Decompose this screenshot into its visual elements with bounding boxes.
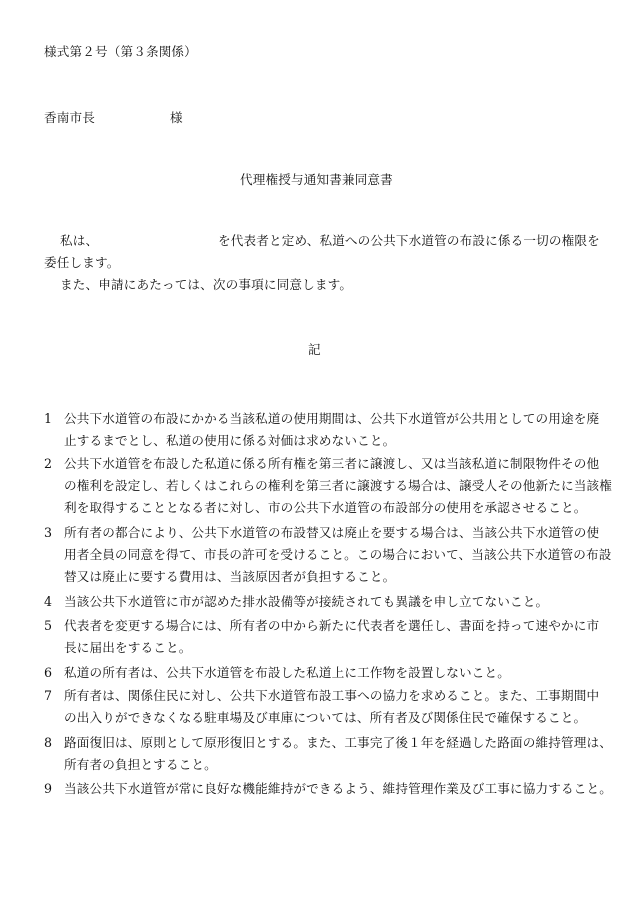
item-line: 長に届出をすること。: [64, 640, 192, 655]
intro-line2: 委任します。: [44, 255, 120, 270]
list-item: [44, 618, 599, 634]
item-number: 6: [44, 665, 53, 680]
item-line: 所有者の負担とすること。: [64, 757, 217, 772]
item-line: の権利を設定し、若しくはこれらの権利を第三者に譲渡する場合は、譲受人その他新たに当該権: [64, 478, 612, 493]
item-line: 公共下水道管の布設にかかる当該私道の使用期間は、公共下水道管が公共用としての用途を廃: [64, 411, 600, 426]
item-number: 2: [44, 456, 53, 471]
item-line: 当該公共下水道管が常に良好な機能維持ができるよう、維持管理作業及び工事に協力すること。: [64, 781, 612, 796]
item-line: 路面復旧は、原則として原形復旧とする。また、工事完了後１年を経過した路面の維持管理は、: [64, 735, 612, 750]
document-title: 代理権授与通知書兼同意書: [240, 172, 393, 187]
list-item: [44, 411, 599, 427]
addressee-honorific: 様: [170, 110, 183, 125]
list-item: [44, 665, 510, 681]
intro-line3: また、申請にあたっては、次の事項に同意します。: [60, 277, 353, 292]
item-number: 4: [44, 594, 53, 609]
item-line: 所有者の都合により、公共下水道管の布設替又は廃止を要する場合は、当該公共下水道管の使: [64, 525, 600, 540]
item-line: 止するまでとし、私道の使用に係る対価は求めないこと。: [64, 433, 396, 448]
item-number: 7: [44, 688, 53, 703]
intro-line1-end: を代表者と定め、私道への公共下水道管の布設に係る一切の権限を: [218, 233, 600, 248]
item-number: 5: [44, 618, 53, 633]
item-line: 代表者を変更する場合には、所有者の中から新たに代表者を選任し、書面を持って速やかに市: [64, 618, 600, 633]
list-item: [44, 688, 599, 704]
intro-line1-start: 私は、: [60, 233, 99, 248]
item-line: 替又は廃止に要する費用は、当該原因者が負担すること。: [64, 569, 396, 584]
list-item: [44, 525, 599, 541]
item-line: 所有者は、関係住民に対し、公共下水道管布設工事への協力を求めること。また、工事期間中: [64, 688, 600, 703]
item-line: 用者全員の同意を得て、市長の許可を受けること。この場合において、当該公共下水道管の布設: [64, 547, 612, 562]
item-line: の出入りができなくなる駐車場及び車庫については、所有者及び関係住民で確保すること。: [64, 710, 587, 725]
list-item: [44, 456, 599, 472]
item-number: 3: [44, 525, 53, 540]
item-number: 8: [44, 735, 53, 750]
form-number: 様式第２号（第３条関係）: [44, 44, 197, 59]
item-line: 私道の所有者は、公共下水道管を布設した私道上に工作物を設置しないこと。: [64, 665, 511, 680]
item-number: 9: [44, 781, 53, 796]
item-line: 利を取得することとなる者に対し、市の公共下水道管の布設部分の使用を承認させること。: [64, 500, 587, 515]
list-item: [44, 735, 612, 751]
item-line: 公共下水道管を布設した私道に係る所有権を第三者に譲渡し、又は当該私道に制限物件その他: [64, 456, 600, 471]
list-item: [44, 594, 548, 610]
ki-heading: 記: [308, 342, 321, 357]
list-item: [44, 781, 612, 797]
item-line: 当該公共下水道管に市が認めた排水設備等が接続されても異議を申し立てないこと。: [64, 594, 549, 609]
item-number: 1: [44, 411, 53, 426]
addressee-name: 香南市長: [44, 110, 95, 125]
